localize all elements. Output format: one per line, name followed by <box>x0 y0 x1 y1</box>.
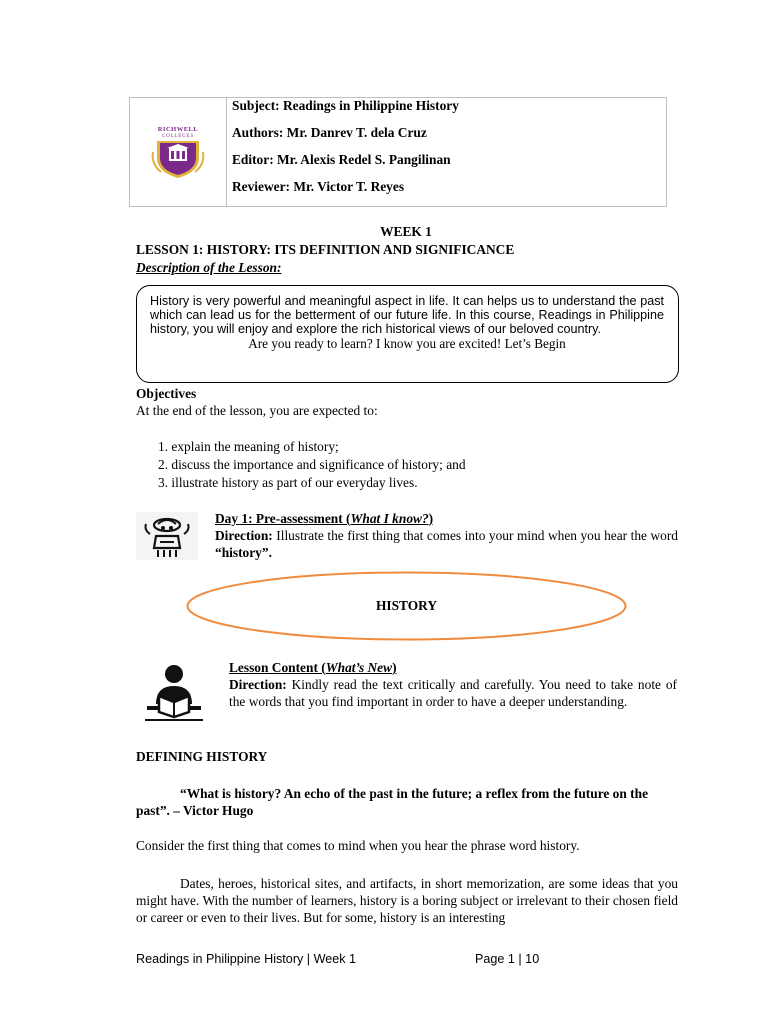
editor-line: Editor: Mr. Alexis Redel S. Pangilinan <box>232 152 451 167</box>
day1-title <box>215 510 678 527</box>
objective-item: 1. explain the meaning of history; <box>158 439 339 454</box>
week-heading: WEEK 1 <box>380 224 432 239</box>
svg-text:COLLEGES: COLLEGES <box>162 134 194 139</box>
reviewer-line: Reviewer: Mr. Victor T. Reyes <box>232 179 405 194</box>
objective-item: 3. illustrate history as part of our everyday lives. <box>158 475 418 490</box>
day1-direction-text: Illustrate the first thing that comes into your mind when you hear the word <box>272 528 678 543</box>
day1-title-prefix: Day 1: Pre-assessment ( <box>215 511 351 526</box>
description-box <box>136 285 679 383</box>
description-cta: Are you ready to learn? I know you are excited! Let’s Begin <box>248 336 566 351</box>
lesson-content-direction-label: Direction: <box>229 677 287 692</box>
lesson-content-activity <box>229 659 677 710</box>
subject-line: Subject: Readings in Philippine History <box>232 98 459 113</box>
objective-item: 2. discuss the importance and significance of history; and <box>158 457 466 472</box>
lesson-content-title <box>229 659 677 676</box>
description-title: Description of the Lesson: <box>136 260 282 275</box>
day1-direction <box>215 527 678 561</box>
day1-activity <box>215 510 678 561</box>
footer-course-week: Readings in Philippine History | Week 1 <box>136 952 357 966</box>
victor-hugo-quote: “What is history? An echo of the past in the future; a reflex from the future on the past”. – Victor Hugo <box>136 786 649 818</box>
objectives-intro: At the end of the lesson, you are expected to: <box>136 403 378 418</box>
history-ellipse-label: HISTORY <box>375 598 438 613</box>
authors-line: Authors: Mr. Danrev T. dela Cruz <box>232 125 427 140</box>
day1-title-suffix: ) <box>428 511 434 526</box>
body-paragraph-1: Consider the first thing that comes to mind when you hear the phrase word history. <box>136 838 580 853</box>
lesson-content-title-italic: What’s New <box>325 660 393 675</box>
defining-history-heading: DEFINING HISTORY <box>136 749 268 764</box>
description-text: History is very powerful and meaningful aspect in life. It can helps us to understand the past which can lead us for the betterment of our future life. In this course, Readings in Philippine history, you will enjoy and explore the rich historical views of our beloved country. <box>150 294 664 336</box>
lesson-content-direction-text: Kindly read the text critically and carefully. You need to take note of the words that you find important in order to have a deeper understanding. <box>229 677 677 709</box>
objectives-list <box>158 438 466 492</box>
footer-page-number: Page 1 | 10 <box>475 952 540 966</box>
logo-cell <box>130 98 227 206</box>
svg-text:RICHWELL: RICHWELL <box>157 126 199 133</box>
richwell-colleges-logo <box>147 124 209 180</box>
day1-direction-word: “history”. <box>215 545 272 560</box>
reading-person-icon <box>139 662 209 722</box>
objectives-title: Objectives <box>136 386 197 401</box>
lesson-content-title-prefix: Lesson Content ( <box>229 660 326 675</box>
day1-title-italic: What I know? <box>350 511 429 526</box>
day1-direction-label: Direction: <box>215 528 273 543</box>
thinking-student-icon <box>136 512 198 560</box>
body-paragraph-2: Dates, heroes, historical sites, and artifacts, in short memorization, are some ideas that you might have. With the number of learners, history is a boring subject or irrelevant to their chosen field or career or even to their lives. But for some, history is an interesting <box>136 876 678 925</box>
lesson-content-title-suffix: ) <box>392 660 397 675</box>
lesson-title: LESSON 1: HISTORY: ITS DEFINITION AND SIGNIFICANCE <box>136 242 515 257</box>
lesson-content-direction <box>229 676 677 710</box>
